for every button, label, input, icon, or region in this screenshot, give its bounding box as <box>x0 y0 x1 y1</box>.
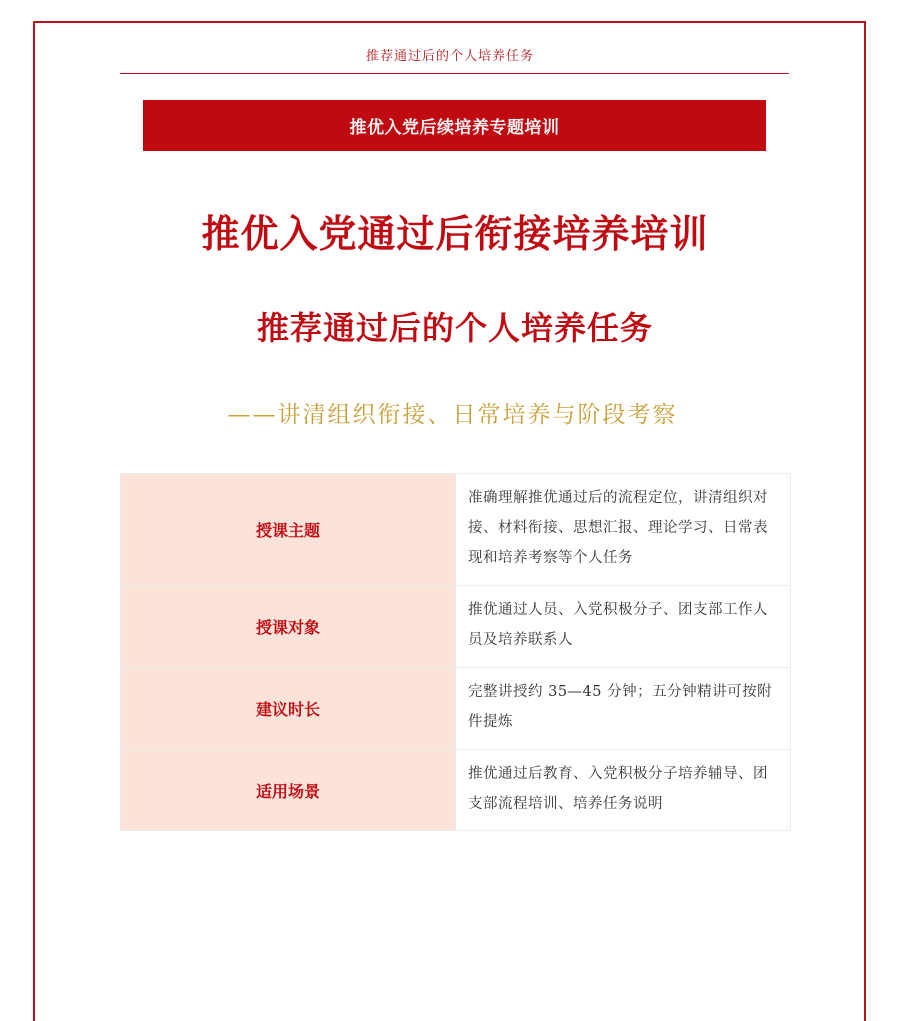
header-divider <box>120 73 789 74</box>
table-row <box>121 750 791 831</box>
row-label: 授课对象 <box>121 586 456 668</box>
info-table <box>120 473 791 831</box>
row-label: 授课主题 <box>121 474 456 586</box>
row-value: 推优通过人员、入党积极分子、团支部工作人员及培养联系人 <box>456 586 791 668</box>
table-row <box>121 668 791 750</box>
row-label: 适用场景 <box>121 750 456 831</box>
running-header: 推荐通过后的个人培养任务 <box>365 49 534 64</box>
sub-title: 推荐通过后的个人培养任务 <box>256 309 653 347</box>
table-row <box>121 586 791 668</box>
main-title: 推优入党通过后衔接培养培训 <box>201 212 709 256</box>
banner <box>143 100 766 151</box>
row-label: 建议时长 <box>121 668 456 750</box>
row-value: 推优通过后教育、入党积极分子培养辅导、团支部流程培训、培养任务说明 <box>456 750 791 831</box>
row-value: 完整讲授约 35—45 分钟；五分钟精讲可按附件提炼 <box>456 668 791 750</box>
banner-text: 推优入党后续培养专题培训 <box>349 118 560 138</box>
tagline: ——讲清组织衔接、日常培养与阶段考察 <box>227 402 678 428</box>
row-value: 准确理解推优通过后的流程定位，讲清组织对接、材料衔接、思想汇报、理论学习、日常表现和培养考察等个人任务 <box>456 474 791 586</box>
table-row <box>121 474 791 586</box>
